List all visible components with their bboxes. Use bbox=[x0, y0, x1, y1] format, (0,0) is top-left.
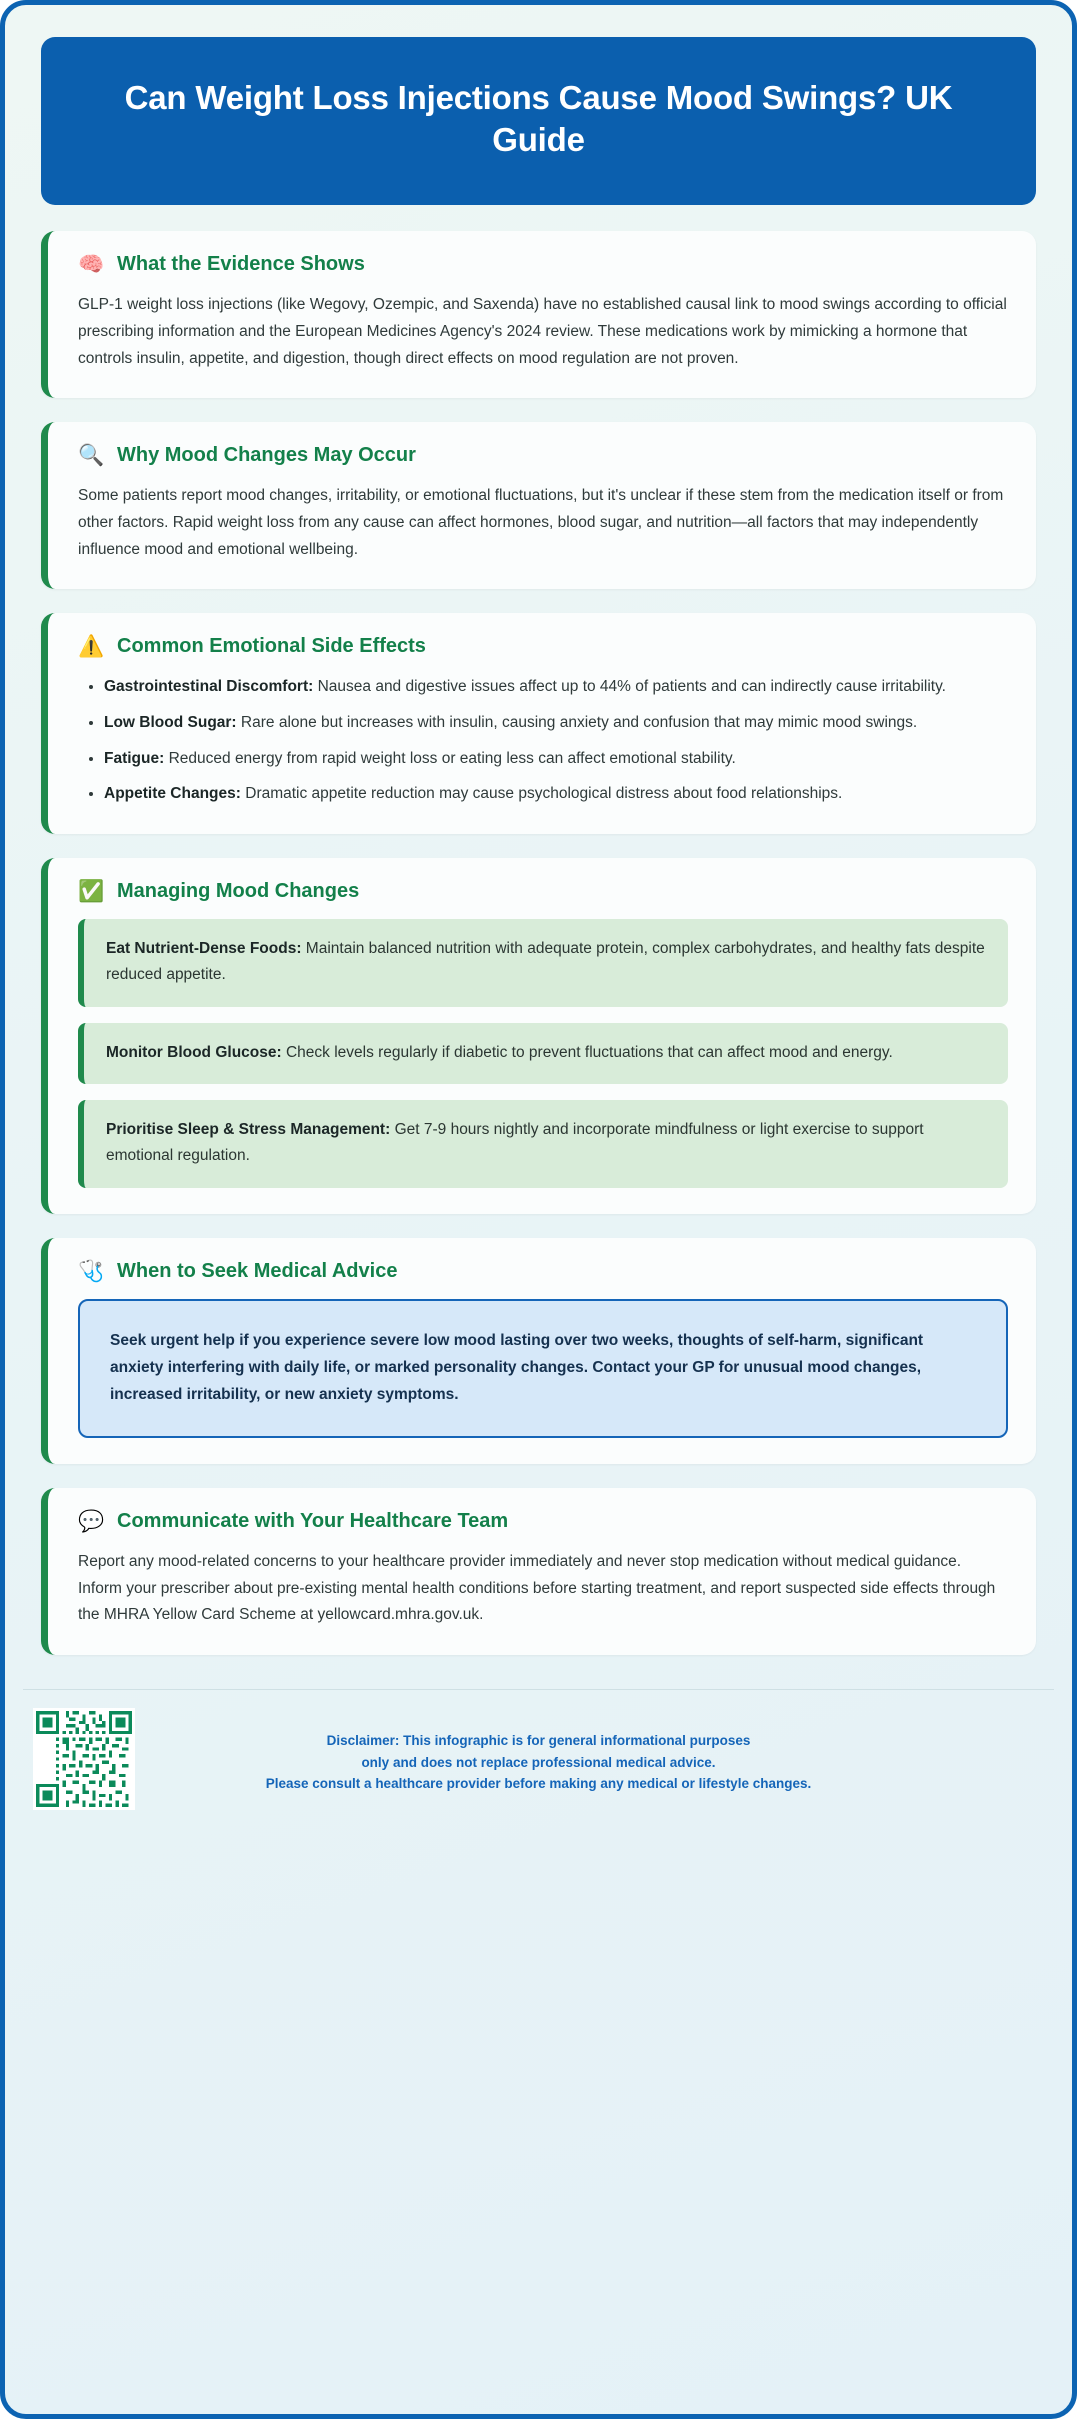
list-item bbox=[104, 674, 1008, 701]
tip-lead: Eat Nutrient-Dense Foods: bbox=[106, 940, 302, 958]
section-what-the-evidence-shows bbox=[41, 231, 1036, 398]
warning-icon: ⚠️ bbox=[78, 635, 105, 659]
list-item-text: Reduced energy from rapid weight loss or eating less can affect emotional stability. bbox=[164, 749, 736, 767]
list-item-lead: Appetite Changes: bbox=[104, 785, 241, 803]
footer bbox=[23, 1689, 1054, 1821]
section-common-emotional-side-effects bbox=[41, 613, 1036, 834]
section-title: What the Evidence Shows bbox=[117, 253, 365, 276]
stethoscope-icon: 🩺 bbox=[78, 1259, 105, 1283]
section-header bbox=[78, 880, 1008, 903]
tip-card bbox=[78, 1023, 1008, 1084]
page-title: Can Weight Loss Injections Cause Mood Swings? UK Guide bbox=[124, 79, 953, 159]
section-header bbox=[78, 444, 1008, 467]
disclaimer-line-1: This infographic is for general informational purposes bbox=[399, 1733, 751, 1749]
qr-code bbox=[33, 1708, 135, 1810]
urgent-advice-alert: Seek urgent help if you experience severe low mood lasting over two weeks, thoughts of self-harm, significant anxiety interfering with daily life, or marked personality changes. Contact your GP for unusual mood changes, increased irritability, or new anxiety symptoms. bbox=[78, 1299, 1008, 1438]
tip-text: Check levels regularly if diabetic to prevent fluctuations that can affect mood and energy. bbox=[281, 1043, 893, 1061]
disclaimer bbox=[23, 1712, 1054, 1795]
tip-card bbox=[78, 1100, 1008, 1188]
tip-lead: Prioritise Sleep & Stress Management: bbox=[106, 1121, 391, 1139]
list-item bbox=[104, 781, 1008, 808]
list-item-text: Nausea and digestive issues affect up to 44% of patients and can indirectly cause irritability. bbox=[313, 678, 946, 696]
section-header bbox=[78, 1510, 1008, 1533]
section-title: Common Emotional Side Effects bbox=[117, 635, 426, 658]
section-body: Some patients report mood changes, irritability, or emotional fluctuations, but it's unclear if these stem from the medication itself or from other factors. Rapid weight loss from any cause can affect hormones, blood sugar, and nutrition—all factors that may independently influence mood and emotional wellbeing. bbox=[78, 487, 1004, 558]
tip-card bbox=[78, 919, 1008, 1007]
tip-text: Get 7-9 hours nightly and incorporate mindfulness or light exercise to support emotional regulation. bbox=[106, 1121, 924, 1165]
section-header bbox=[78, 253, 1008, 276]
section-body: Report any mood-related concerns to your healthcare provider immediately and never stop medication without medical guidance. Inform your prescriber about pre-existing mental health conditions before starting treatment, and report suspected side effects through the MHRA Yellow Card Scheme at yellowcard.mhra.gov.uk. bbox=[78, 1553, 996, 1624]
disclaimer-label: Disclaimer: bbox=[326, 1733, 400, 1749]
section-title: Why Mood Changes May Occur bbox=[117, 444, 416, 467]
list-item-text: Dramatic appetite reduction may cause psychological distress about food relationships. bbox=[240, 785, 843, 803]
tip-text: Maintain balanced nutrition with adequate protein, complex carbohydrates, and healthy fats despite reduced appetite. bbox=[106, 940, 985, 984]
list-item-lead: Low Blood Sugar: bbox=[104, 714, 237, 732]
section-header bbox=[78, 1260, 1008, 1283]
section-when-to-seek-medical-advice bbox=[41, 1238, 1036, 1464]
section-communicate-with-your-healthcare-team bbox=[41, 1488, 1036, 1655]
section-body: GLP-1 weight loss injections (like Wegovy, Ozempic, and Saxenda) have no established causal link to mood swings according to official prescribing information and the European Medicines Agency's 2024 review. These medications work by mimicking a hormone that controls insulin, appetite, and digestion, though direct effects on mood regulation are not proven. bbox=[78, 296, 1007, 367]
magnifier-icon: 🔍 bbox=[78, 444, 105, 468]
list-item bbox=[104, 746, 1008, 773]
list-item-text: Rare alone but increases with insulin, causing anxiety and confusion that may mimic mood swings. bbox=[236, 714, 918, 732]
disclaimer-line-3: Please consult a healthcare provider before making any medical or lifestyle changes. bbox=[265, 1776, 812, 1792]
list-item bbox=[104, 710, 1008, 737]
check-icon: ✅ bbox=[78, 880, 105, 904]
section-why-mood-changes-may-occur bbox=[41, 422, 1036, 589]
speech-bubble-icon: 💬 bbox=[78, 1510, 105, 1534]
section-title: When to Seek Medical Advice bbox=[117, 1259, 398, 1282]
section-title: Communicate with Your Healthcare Team bbox=[117, 1510, 509, 1533]
tip-lead: Monitor Blood Glucose: bbox=[106, 1043, 282, 1061]
section-title: Managing Mood Changes bbox=[117, 880, 360, 903]
side-effects-list bbox=[78, 674, 1008, 808]
brain-icon: 🧠 bbox=[78, 253, 105, 277]
section-managing-mood-changes bbox=[41, 858, 1036, 1214]
list-item-lead: Fatigue: bbox=[104, 749, 165, 767]
header-banner bbox=[41, 37, 1036, 205]
disclaimer-line-2: only and does not replace professional medical advice. bbox=[361, 1754, 716, 1770]
list-item-lead: Gastrointestinal Discomfort: bbox=[104, 678, 314, 696]
section-header bbox=[78, 635, 1008, 658]
